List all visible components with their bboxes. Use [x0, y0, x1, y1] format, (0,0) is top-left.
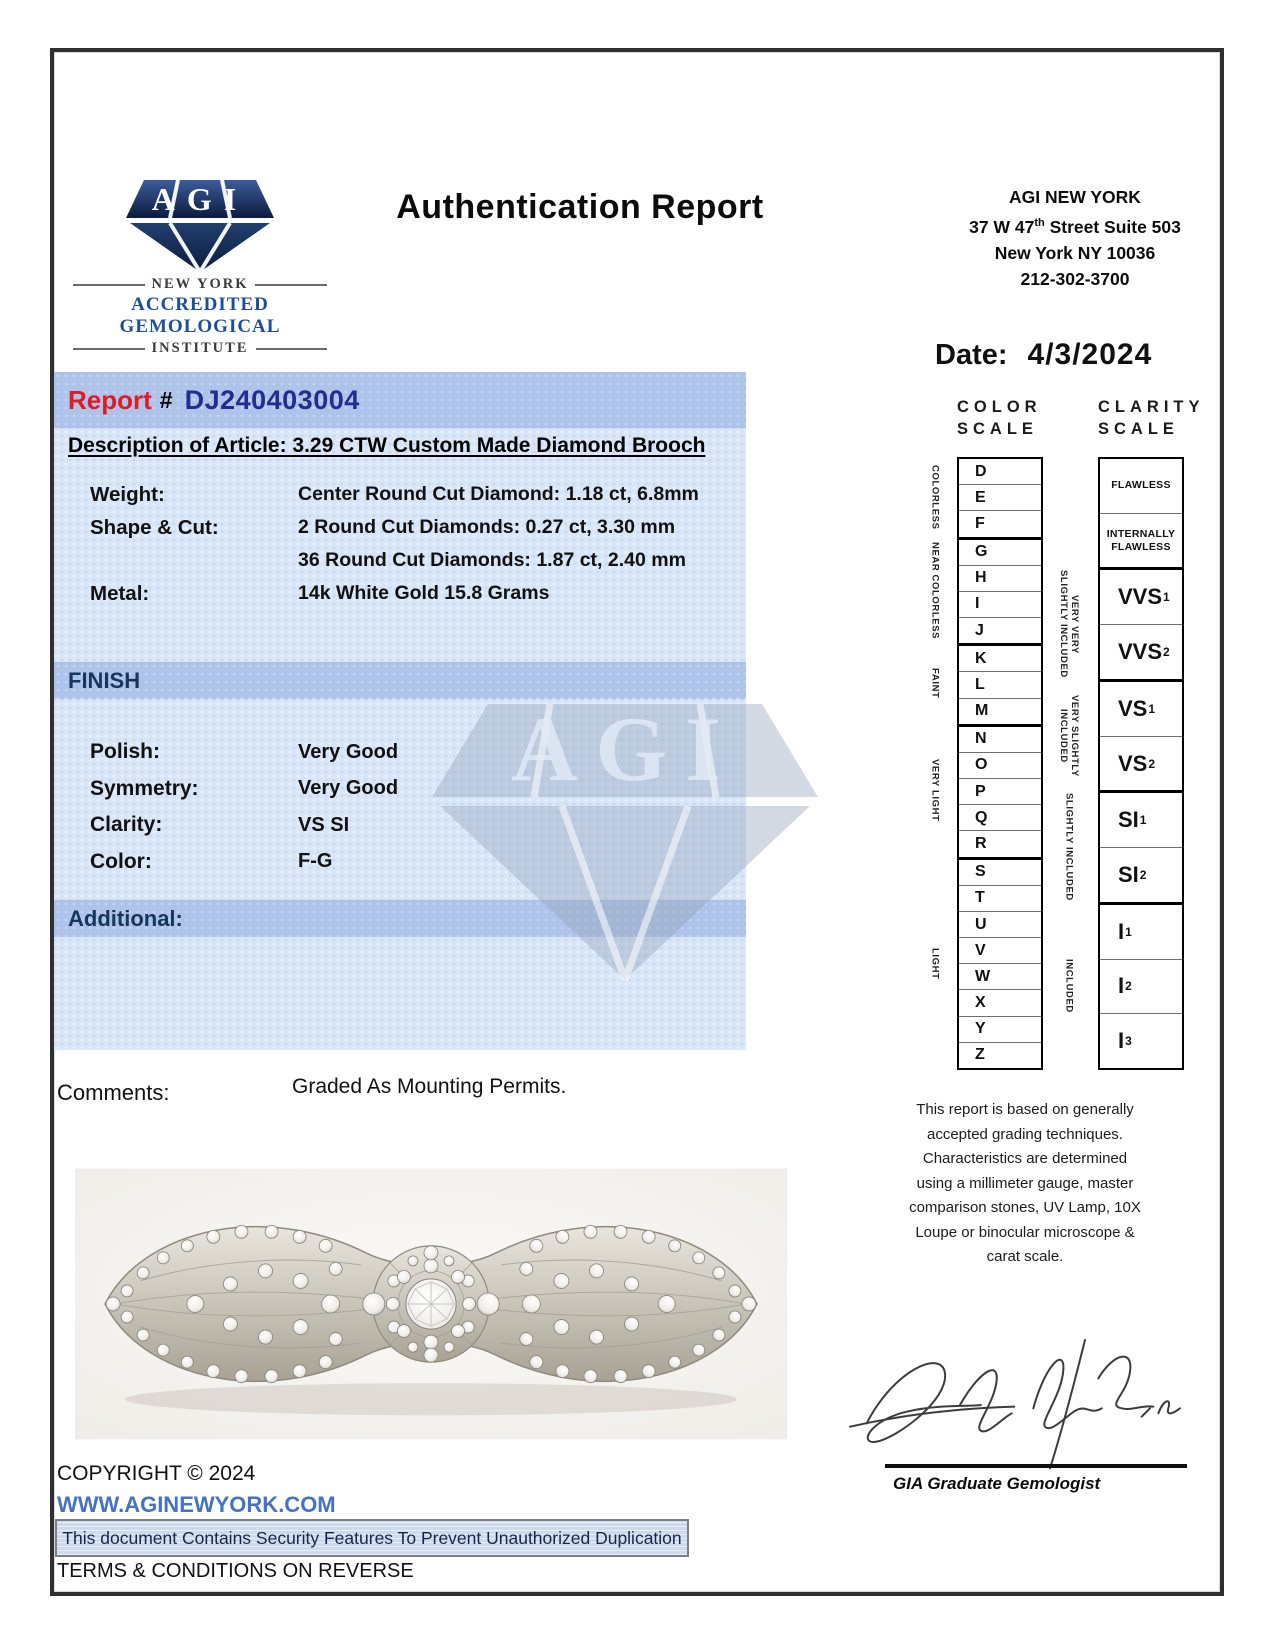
- color-grade-row: I: [959, 591, 1041, 617]
- brooch-photo: [75, 1168, 787, 1440]
- color-grade-row: S: [959, 857, 1041, 885]
- date-label: Date:: [935, 339, 1008, 371]
- comments-value: Graded As Mounting Permits.: [292, 1075, 567, 1098]
- clarity-grade-cell: VS 1: [1100, 679, 1182, 736]
- clarity-grade-cell: VVS 1: [1100, 567, 1182, 624]
- watermark-acronym: AGI: [511, 700, 739, 800]
- logo-line-newyork: NEW YORK: [66, 276, 334, 293]
- spec-label: Shape & Cut:: [90, 515, 219, 539]
- article-description: Description of Article: 3.29 CTW Custom Made Diamond Brooch: [68, 434, 706, 457]
- signature-image: [835, 1325, 1185, 1475]
- finish-value: VS SI: [298, 813, 350, 836]
- clarity-grade-cell: I 3: [1100, 1013, 1182, 1068]
- address-line: 212-302-3700: [1020, 268, 1130, 289]
- address-line: AGI NEW YORK: [1009, 187, 1141, 207]
- color-grade-row: F: [959, 510, 1041, 536]
- report-label: Report: [68, 384, 152, 415]
- color-grade-row: T: [959, 885, 1041, 911]
- copyright-text: COPYRIGHT © 2024: [57, 1462, 256, 1485]
- signature-line: [885, 1464, 1187, 1468]
- security-notice-text: This document Contains Security Features To Prevent Unauthorized Duplication: [62, 1527, 682, 1548]
- finish-value: F-G: [298, 850, 333, 873]
- color-scale-box: [957, 457, 1043, 1070]
- color-grade-row: L: [959, 671, 1041, 697]
- address-block: [930, 184, 1220, 292]
- logo-rule: [256, 348, 328, 350]
- spec-row: [90, 511, 699, 544]
- spec-row: [90, 478, 699, 511]
- color-grade-row: U: [959, 911, 1041, 937]
- color-grade-row: E: [959, 484, 1041, 510]
- logo-line-accredited: ACCREDITED GEMOLOGICAL: [119, 294, 281, 337]
- additional-header: Additional:: [54, 900, 746, 937]
- color-grade-row: R: [959, 830, 1041, 856]
- report-hash: #: [159, 386, 173, 413]
- spec-label: Metal:: [90, 581, 150, 605]
- finish-row: [90, 734, 398, 771]
- color-grade-row: K: [959, 643, 1041, 671]
- color-grade-row: N: [959, 724, 1041, 752]
- clarity-group-label: INCLUDED: [1063, 959, 1075, 1014]
- color-grade-row: H: [959, 565, 1041, 591]
- color-grade-row: M: [959, 698, 1041, 724]
- clarity-grade-cell: I 2: [1100, 959, 1182, 1014]
- logo-line-institute: INSTITUTE: [66, 340, 334, 357]
- color-group-label: LIGHT: [929, 947, 941, 980]
- color-grade-row: Y: [959, 1016, 1041, 1042]
- color-group-label: COLORLESS: [929, 464, 941, 530]
- clarity-grade-cell: VVS 2: [1100, 624, 1182, 679]
- spec-value: Center Round Cut Diamond: 1.18 ct, 6.8mm: [298, 483, 699, 505]
- clarity-grade-cell: VS 2: [1100, 736, 1182, 791]
- color-grade-row: Q: [959, 804, 1041, 830]
- finish-row: [90, 771, 398, 808]
- finish-table: [90, 734, 398, 880]
- color-group-label: NEAR COLORLESS: [929, 541, 941, 639]
- date-row: [935, 338, 1152, 372]
- clarity-grade-cell: SI 1: [1100, 790, 1182, 847]
- color-grade-row: D: [975, 462, 987, 480]
- color-grade-row: Z: [959, 1042, 1041, 1068]
- logo-rule: [73, 348, 145, 350]
- clarity-group-label: VERY VERY SLIGHTLY INCLUDED: [1058, 570, 1080, 679]
- finish-label: Color:: [90, 849, 152, 873]
- spec-label: Weight:: [90, 482, 165, 506]
- spec-row: [90, 544, 699, 577]
- spec-value: 14k White Gold 15.8 Grams: [298, 582, 550, 604]
- logo-rule: [73, 284, 145, 286]
- clarity-grade-cell: FLAWLESS: [1111, 479, 1171, 492]
- spec-value: 2 Round Cut Diamonds: 0.27 ct, 3.30 mm: [298, 516, 676, 538]
- address-line: New York NY 10036: [994, 242, 1156, 263]
- date-value: 4/3/2024: [1027, 338, 1153, 371]
- logo-acronym: AGI: [151, 181, 249, 217]
- color-grade-row: V: [959, 937, 1041, 963]
- comments-label: Comments:: [57, 1080, 170, 1105]
- color-grade-row: J: [959, 617, 1041, 643]
- color-grade-row: X: [959, 989, 1041, 1015]
- grading-footnote: This report is based on generally accepted grading techniques. Characteristics are determined using a millimeter gauge, master comparison stones, UV Lamp, 10X Loupe or binocular microscope & carat scale.: [909, 1101, 1141, 1265]
- finish-label: Clarity:: [90, 813, 163, 837]
- clarity-scale-groups: [1048, 457, 1090, 1070]
- agi-diamond-icon: [126, 178, 274, 274]
- finish-value: Very Good: [298, 740, 399, 763]
- clarity-group-label: VERY SLIGHTLY INCLUDED: [1058, 694, 1080, 777]
- agi-logo: [66, 178, 334, 357]
- clarity-scale-title: CLARITY SCALE: [1098, 398, 1205, 438]
- clarity-grade-cell: SI 2: [1100, 847, 1182, 902]
- spec-value: 36 Round Cut Diamonds: 1.87 ct, 2.40 mm: [298, 549, 686, 571]
- clarity-grade-cell: INTERNALLY FLAWLESS: [1100, 513, 1182, 568]
- color-grade-row: G: [959, 537, 1041, 565]
- color-scale-title: COLOR SCALE: [957, 398, 1042, 438]
- security-banner: [55, 1519, 689, 1557]
- color-scale-groups: [922, 457, 948, 1070]
- color-group-label: VERY LIGHT: [929, 758, 941, 822]
- spec-row: [90, 577, 699, 610]
- clarity-group-spacer: [1048, 457, 1090, 568]
- finish-header: FINISH: [54, 662, 746, 699]
- address-line: 37 W 47th Street Suite 503: [969, 216, 1181, 237]
- color-grade-row: O: [959, 752, 1041, 778]
- color-grade-row: P: [959, 778, 1041, 804]
- color-group-label: FAINT: [929, 668, 941, 699]
- page-title: Authentication Report: [396, 188, 764, 226]
- clarity-grade-cell: I 1: [1100, 902, 1182, 959]
- finish-label: Polish:: [90, 740, 161, 764]
- color-grade-row: W: [959, 963, 1041, 989]
- report-number: DJ240403004: [184, 384, 360, 415]
- logo-rule: [255, 284, 327, 286]
- report-number-row: [54, 372, 746, 428]
- finish-row: [90, 844, 398, 881]
- specs-table: [90, 478, 699, 610]
- website-link[interactable]: WWW.AGINEWYORK.COM: [57, 1492, 336, 1517]
- finish-value: Very Good: [298, 777, 399, 800]
- gemologist-title: GIA Graduate Gemologist: [893, 1474, 1101, 1493]
- clarity-scale-box: [1098, 457, 1184, 1070]
- report-panel: [54, 372, 746, 1050]
- finish-label: Symmetry:: [90, 776, 199, 800]
- finish-row: [90, 807, 398, 844]
- clarity-group-label: SLIGHTLY INCLUDED: [1063, 793, 1075, 902]
- terms-text: TERMS & CONDITIONS ON REVERSE: [57, 1560, 414, 1582]
